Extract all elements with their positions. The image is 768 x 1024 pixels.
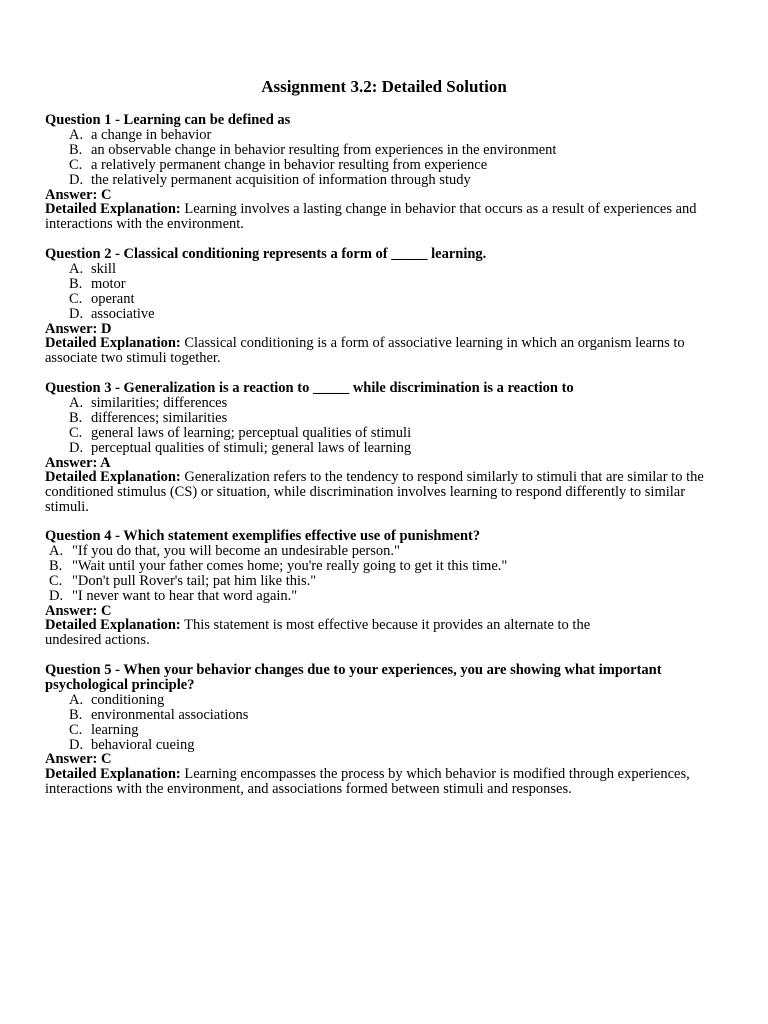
option-c: C. a relatively permanent change in behavior resulting from experience [69,156,488,173]
option-c: C. operant [69,290,135,307]
option-b: B. differences; similarities [69,409,228,426]
option-b: B. an observable change in behavior resulting from experiences in the environment [69,141,557,158]
explanation: Detailed Explanation: This statement is most effective because it provides an alternate to the undesired actions. [45,617,591,649]
explanation: Detailed Explanation: Learning involves a lasting change in behavior that occurs as a result of experiences and interactions with the environment. [45,201,697,233]
option-a: A. "If you do that, you will become an undesirable person." [49,542,400,559]
option-d: D. perceptual qualities of stimuli; general laws of learning [69,439,412,456]
option-d: D. associative [69,305,155,322]
options-list [45,396,724,456]
question-4 [45,529,724,648]
option-b: B. "Wait until your father comes home; you're really going to get it this time." [49,557,508,574]
question-3 [45,381,724,515]
answer: Answer: C [45,751,112,768]
option-b: B. motor [69,275,126,292]
question-heading: Question 4 - Which statement exemplifies effective use of punishment? [45,528,481,544]
options-list [45,128,724,188]
question-1 [45,113,724,232]
question-2 [45,247,724,366]
option-a: A. skill [69,260,116,277]
options-list [45,544,724,604]
option-c: C. "Don't pull Rover's tail; pat him like this." [49,572,317,589]
answer: Answer: D [45,320,112,337]
option-d: D. behavioral cueing [69,736,195,753]
answer: Answer: C [45,602,112,619]
question-heading: Question 2 - Classical conditioning represents a form of _____ learning. [45,246,487,262]
page-title: Assignment 3.2: Detailed Solution [261,77,507,96]
option-c: C. general laws of learning; perceptual qualities of stimuli [69,424,412,441]
options-list [45,693,724,753]
question-heading: Question 1 - Learning can be defined as [45,112,291,128]
option-a: A. conditioning [69,691,165,708]
option-b: B. environmental associations [69,706,249,723]
option-a: A. a change in behavior [69,126,212,143]
answer: Answer: A [45,454,111,471]
explanation: Detailed Explanation: Learning encompasses the process by which behavior is modified through experiences, interactions with the environment, and associations formed between stimuli and responses. [45,766,690,798]
question-heading: Question 3 - Generalization is a reaction to _____ while discrimination is a reaction to [45,380,574,396]
option-d: D. "I never want to hear that word again." [49,587,298,604]
question-heading: Question 5 - When your behavior changes due to your experiences, you are showing what important psychological principle? [45,662,662,693]
option-d: D. the relatively permanent acquisition of information through study [69,171,471,188]
explanation: Detailed Explanation: Generalization refers to the tendency to respond similarly to stimuli that are similar to the conditioned stimulus (CS) or situation, while discrimination involves learning to respond differently to similar stimuli. [45,469,704,516]
option-c: C. learning [69,721,139,738]
options-list [45,262,724,322]
explanation: Detailed Explanation: Classical conditioning is a form of associative learning in which an organism learns to associate two stimuli together. [45,335,685,367]
option-a: A. similarities; differences [69,394,228,411]
question-5 [45,663,724,797]
answer: Answer: C [45,186,112,203]
